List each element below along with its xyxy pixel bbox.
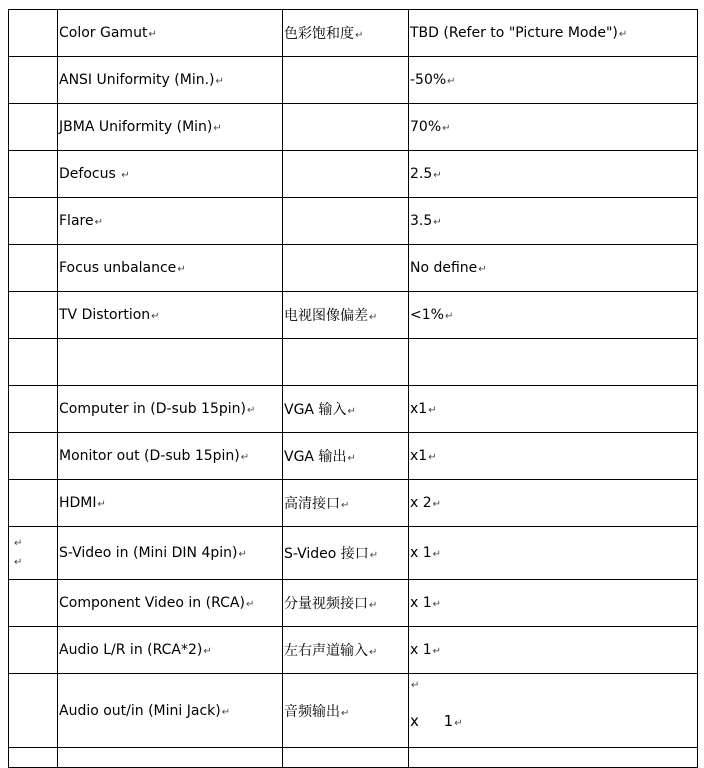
table-row [9,10,698,57]
index-cell [9,57,58,104]
feature-label: Audio out/in (Mini Jack) [59,702,221,719]
value-label: x1 [410,401,428,417]
chinese-cell [283,339,409,386]
value-label: x 2 [410,495,432,511]
index-cell [9,627,58,674]
feature-cell [58,748,283,768]
feature-label: Defocus [59,166,121,182]
paragraph-mark: ↵ [428,452,437,463]
feature-label: Focus unbalance [59,260,177,276]
chinese-label: VGA 输入 [284,402,347,418]
value-cell [409,433,698,480]
index-cell [9,339,58,386]
value-label: 70% [410,119,442,135]
value-label: x 1 [410,712,454,730]
value-label: x 1 [410,545,432,561]
feature-label: JBMA Uniformity (Min) [59,119,213,135]
feature-label: ANSI Uniformity (Min.) [59,72,215,88]
value-cell [409,386,698,433]
feature-label: Component Video in (RCA) [59,595,245,611]
table-row [9,104,698,151]
paragraph-mark: ↵ [369,647,378,658]
paragraph-mark: ↵ [94,217,103,228]
value-label: x 1 [410,595,432,611]
index-cell [9,527,58,580]
value-cell [409,480,698,527]
table-row [9,748,698,768]
table-row [9,245,698,292]
value-cell [409,674,698,748]
feature-label: Color Gamut [59,25,148,41]
chinese-cell [283,748,409,768]
value-label: x1 [410,448,428,464]
paragraph-mark: ↵ [203,646,212,657]
chinese-cell [283,674,409,748]
paragraph-mark: ↵ [432,599,442,610]
paragraph-mark: ↵ [221,706,231,718]
paragraph-mark: ↵ [97,499,106,510]
table-row [9,292,698,339]
chinese-label: VGA 输出 [284,449,347,465]
paragraph-mark: ↵ [341,707,350,719]
chinese-label: 分量视频接口 [284,596,368,612]
index-cell [9,245,58,292]
paragraph-mark: ↵ [347,453,356,464]
value-cell [409,57,698,104]
paragraph-mark: ↵ [433,217,442,228]
paragraph-mark: ↵ [341,500,350,511]
index-cell [9,386,58,433]
table-row [9,198,698,245]
index-cell [9,580,58,627]
paragraph-mark: ↵ [369,600,378,611]
feature-cell [58,627,283,674]
feature-cell [58,480,283,527]
feature-label: HDMI [59,495,97,511]
paragraph-mark: ↵ [428,405,437,416]
value-label: TBD (Refer to "Picture Mode") [410,25,618,41]
chinese-cell [283,104,409,151]
value-cell [409,198,698,245]
value-label: 3.5 [410,213,433,229]
index-cell [9,748,58,768]
paragraph-mark: ↵ [121,170,130,181]
table-row [9,57,698,104]
value-cell [409,245,698,292]
table-row [9,386,698,433]
index-cell [9,10,58,57]
paragraph-mark: ↵ [433,170,442,181]
value-cell [409,339,698,386]
paragraph-mark: ↵ [369,550,379,561]
chinese-cell [283,292,409,339]
paragraph-mark: ↵ [213,123,222,134]
chinese-label: 高清接口 [284,496,340,512]
paragraph-mark: ↵ [432,549,442,560]
value-label: No define [410,260,478,276]
feature-label: TV Distortion [59,307,151,323]
value-label: x 1 [410,642,432,658]
value-cell [409,104,698,151]
feature-label: Computer in (D-sub 15pin) [59,401,246,417]
paragraph-mark: ↵ [240,452,250,463]
chinese-cell [283,10,409,57]
index-cell [9,433,58,480]
paragraph-mark: ↵ [245,599,255,610]
chinese-cell [283,627,409,674]
table-row [9,527,698,580]
feature-cell [58,57,283,104]
value-cell [409,627,698,674]
paragraph-mark: ↵ [14,557,23,568]
feature-cell [58,151,283,198]
paragraph-mark: ↵ [478,264,487,275]
feature-cell [58,339,283,386]
index-cell [9,480,58,527]
feature-cell [58,580,283,627]
spec-table [8,9,698,768]
feature-cell [58,386,283,433]
chinese-cell [283,198,409,245]
chinese-label: 音频输出 [284,703,340,720]
feature-cell [58,245,283,292]
chinese-cell [283,386,409,433]
value-cell [409,292,698,339]
chinese-cell [283,57,409,104]
index-cell [9,292,58,339]
feature-label: S-Video in (Mini DIN 4pin) [59,545,238,561]
paragraph-mark: ↵ [215,76,224,87]
value-label: <1% [410,307,444,323]
paragraph-mark: ↵ [14,538,23,549]
table-row [9,339,698,386]
chinese-cell [283,433,409,480]
chinese-label: 色彩饱和度 [284,26,354,42]
feature-cell [58,292,283,339]
feature-label: Audio L/R in (RCA*2) [59,642,203,658]
index-cell [9,674,58,748]
chinese-cell [283,151,409,198]
feature-cell [58,433,283,480]
index-cell [9,198,58,245]
chinese-cell [283,480,409,527]
feature-cell [58,674,283,748]
paragraph-mark: ↵ [238,549,247,560]
paragraph-mark: ↵ [369,312,378,323]
table-row [9,627,698,674]
index-cell [9,104,58,151]
table-row [9,151,698,198]
value-label: -50% [410,72,447,88]
chinese-label: 左右声道输入 [284,643,368,659]
value-cell [409,580,698,627]
paragraph-mark: ↵ [442,123,451,134]
chinese-label: S-Video 接口 [284,546,369,562]
chinese-label: 电视图像偏差 [284,308,368,324]
chinese-cell [283,527,409,580]
paragraph-mark: ↵ [411,680,420,691]
paragraph-mark: ↵ [246,405,256,416]
feature-cell [58,104,283,151]
paragraph-mark: ↵ [447,76,456,87]
paragraph-mark: ↵ [355,30,364,41]
table-row [9,433,698,480]
paragraph-mark: ↵ [151,311,160,322]
feature-label: Monitor out (D-sub 15pin) [59,448,240,464]
value-cell [409,527,698,580]
value-cell [409,10,698,57]
paragraph-mark: ↵ [618,29,628,40]
value-cell [409,151,698,198]
paragraph-mark: ↵ [177,264,186,275]
chinese-cell [283,245,409,292]
feature-cell [58,527,283,580]
feature-label: Flare [59,213,94,229]
paragraph-mark: ↵ [432,499,442,510]
value-cell [409,748,698,768]
feature-cell [58,198,283,245]
paragraph-mark: ↵ [454,718,463,729]
table-row [9,480,698,527]
paragraph-mark: ↵ [444,311,454,322]
table-row [9,580,698,627]
chinese-cell [283,580,409,627]
feature-cell [58,10,283,57]
paragraph-mark: ↵ [432,646,442,657]
paragraph-mark: ↵ [347,406,356,417]
paragraph-mark: ↵ [148,29,157,40]
index-cell [9,151,58,198]
value-label: 2.5 [410,166,433,182]
table-row [9,674,698,748]
